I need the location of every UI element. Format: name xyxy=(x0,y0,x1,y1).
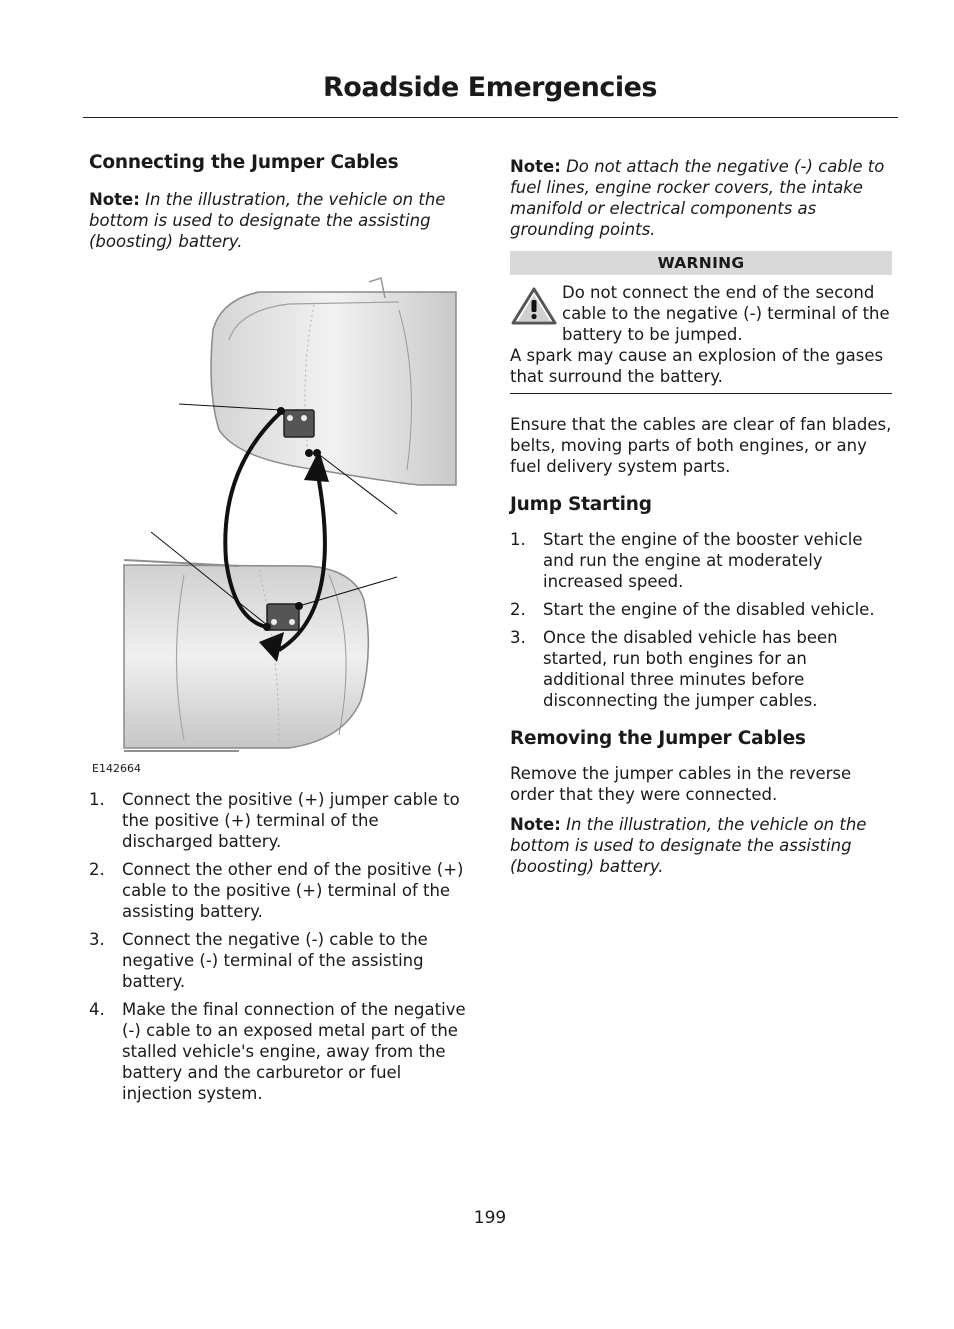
section-heading-jump-starting: Jump Starting xyxy=(510,494,652,515)
warning-text: Do not connect the end of the second cable to the negative (-) terminal of the battery to be jumped. xyxy=(562,283,890,344)
warning-text-continued: A spark may cause an explosion of the gases that surround the battery. xyxy=(510,346,884,386)
warning-triangle-icon xyxy=(510,286,558,326)
section-heading-connecting: Connecting the Jumper Cables xyxy=(89,152,399,173)
list-item: 4. Make the final connection of the negative (-) cable to an exposed metal part of the stalled vehicle's engine, away from the battery and the carburetor or fuel injection system. xyxy=(89,1000,466,1103)
section-heading-removing: Removing the Jumper Cables xyxy=(510,728,806,749)
assisting-vehicle xyxy=(124,560,368,751)
list-item: 3. Connect the negative (-) cable to the negative (-) terminal of the assisting battery. xyxy=(89,930,428,991)
connect-steps-list xyxy=(89,789,474,1104)
page-number: 199 xyxy=(473,1208,507,1228)
note-text: In the illustration, the vehicle on the bottom is used to designate the assisting (boosting) battery. xyxy=(89,190,446,251)
note-text: Do not attach the negative (-) cable to fuel lines, engine rocker covers, the intake manifold or electrical components as grounding points. xyxy=(510,157,885,239)
note-text: In the illustration, the vehicle on the bottom is used to designate the assisting (boosting) battery. xyxy=(510,815,867,876)
connection-point xyxy=(277,407,285,415)
list-item: 1. Connect the positive (+) jumper cable to the positive (+) terminal of the discharged battery. xyxy=(89,790,460,851)
warning-divider xyxy=(510,393,892,394)
remove-text: Remove the jumper cables in the reverse order that they were connected. xyxy=(510,764,852,804)
jump-steps-list xyxy=(510,529,892,711)
assisting-battery xyxy=(267,604,299,630)
connection-point xyxy=(263,623,271,631)
warning-box xyxy=(510,251,892,394)
jumper-cable-illustration xyxy=(89,270,469,770)
page-title: Roadside Emergencies xyxy=(323,72,657,103)
right-column xyxy=(510,152,892,877)
list-item: 3. Once the disabled vehicle has been started, run both engines for an additional three minutes before disconnecting the jumper cables. xyxy=(510,628,838,710)
cables-clear-text: Ensure that the cables are clear of fan blades, belts, moving parts of both engines, or any fuel delivery system parts. xyxy=(510,415,892,476)
figure-code: E142664 xyxy=(92,762,141,775)
list-item: 2. Connect the other end of the positive (+) cable to the positive (+) terminal of the assisting battery. xyxy=(89,860,464,921)
connection-point xyxy=(305,449,313,457)
note-label: Note: xyxy=(510,815,561,834)
list-item: 1. Start the engine of the booster vehicle and run the engine at moderately increased speed. xyxy=(510,530,863,591)
note-label: Note: xyxy=(89,190,140,209)
discharged-battery xyxy=(284,410,314,437)
title-divider xyxy=(83,117,898,118)
note-illustration-repeat xyxy=(510,814,892,877)
note-label: Note: xyxy=(510,157,561,176)
note-grounding xyxy=(510,156,892,240)
warning-body xyxy=(510,282,892,387)
note-illustration xyxy=(89,189,474,252)
list-item: 2. Start the engine of the disabled vehicle. xyxy=(510,600,875,619)
warning-title: WARNING xyxy=(510,251,892,275)
left-column xyxy=(89,152,474,252)
